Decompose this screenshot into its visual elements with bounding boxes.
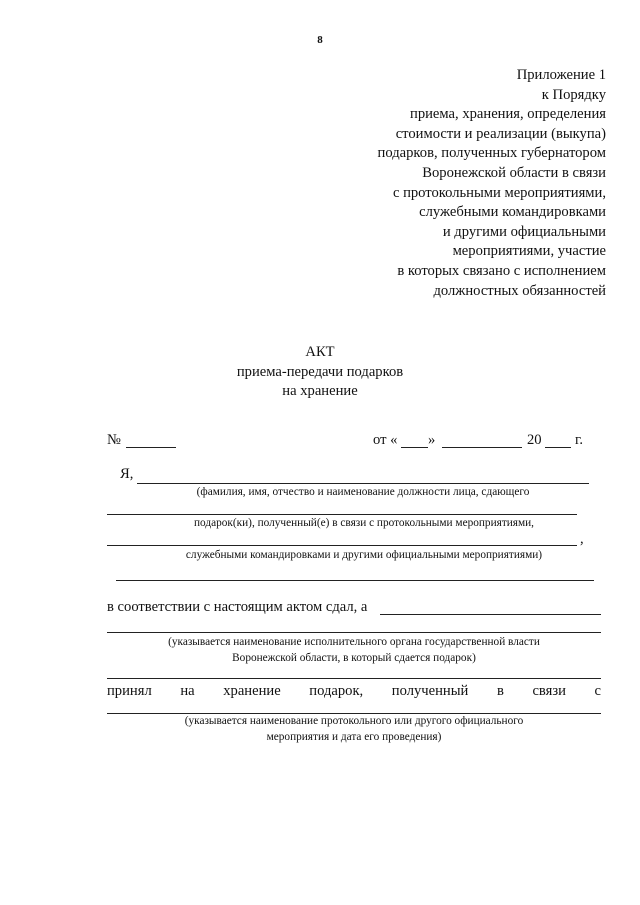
person-field-4[interactable]	[116, 580, 594, 581]
appendix-line: и другими официальными	[442, 223, 606, 240]
accordance-text: в соответствии с настоящим актом сдал, а	[107, 599, 368, 615]
accepted-word: хранение	[223, 683, 281, 699]
accepted-word: на	[180, 683, 195, 699]
day-field[interactable]	[401, 447, 428, 448]
appendix-line: с протокольными мероприятиями,	[392, 184, 606, 201]
appendix-line: стоимости и реализации (выкупа)	[395, 125, 606, 142]
page-number: 8	[317, 34, 323, 46]
accepted-word: полученный	[391, 683, 469, 699]
accepted-word: связи	[532, 683, 566, 699]
caption-person-2: подарок(ки), полученный(е) в связи с протокольными мероприятиями,	[193, 517, 535, 529]
appendix-line: к Порядку	[541, 86, 606, 103]
title-line: на хранение	[282, 383, 358, 400]
appendix-line: служебными командировками	[419, 204, 606, 221]
accepted-word: с	[594, 683, 601, 699]
appendix-line: мероприятиями, участие	[452, 243, 606, 260]
caption-person-1: (фамилия, имя, отчество и наименование должности лица, сдающего	[196, 486, 530, 498]
title-line: АКТ	[305, 344, 335, 360]
caption-organ-2: Воронежской области, в который сдается подарок)	[232, 652, 476, 664]
number-label: №	[107, 432, 121, 448]
recipient-field-2[interactable]	[107, 632, 601, 633]
appendix-line: Воронежской области в связи	[422, 164, 606, 181]
document-title	[0, 343, 640, 402]
comma: ,	[580, 531, 584, 547]
person-field[interactable]	[137, 483, 589, 484]
accepted-word: подарок,	[309, 683, 364, 699]
appendix-line: приема, хранения, определения	[410, 106, 606, 123]
person-field-2[interactable]	[107, 514, 577, 515]
month-field[interactable]	[442, 447, 522, 448]
caption-organ-1: (указывается наименование исполнительного органа государственной власти	[168, 636, 540, 648]
appendix-header	[306, 66, 606, 301]
caption-person-3: служебными командировками и другими официальными мероприятиями)	[185, 549, 543, 561]
appendix-line: должностных обязанностей	[433, 282, 606, 299]
quote-close: »	[428, 432, 436, 448]
accepted-word: принял	[107, 683, 152, 699]
recipient-field[interactable]	[380, 614, 601, 615]
date-from-label: от «	[373, 432, 398, 448]
appendix-line: в которых связано с исполнением	[397, 262, 606, 279]
ya-label: Я,	[120, 466, 134, 482]
number-field[interactable]	[126, 447, 176, 448]
year-suffix: г.	[575, 432, 583, 448]
accepted-row	[107, 683, 601, 700]
person-field-3[interactable]	[107, 545, 577, 546]
appendix-line: Приложение 1	[516, 67, 606, 83]
caption-event-2: мероприятия и дата его проведения)	[266, 731, 442, 743]
year-prefix: 20	[527, 432, 542, 448]
recipient-field-3[interactable]	[107, 678, 601, 679]
accepted-word: в	[496, 683, 504, 699]
year-field[interactable]	[545, 447, 571, 448]
title-line: приема-передачи подарков	[236, 363, 404, 380]
caption-event-1: (указывается наименование протокольного или другого официального	[184, 715, 524, 727]
event-field[interactable]	[107, 713, 601, 714]
appendix-line: подарков, полученных губернатором	[377, 145, 606, 162]
